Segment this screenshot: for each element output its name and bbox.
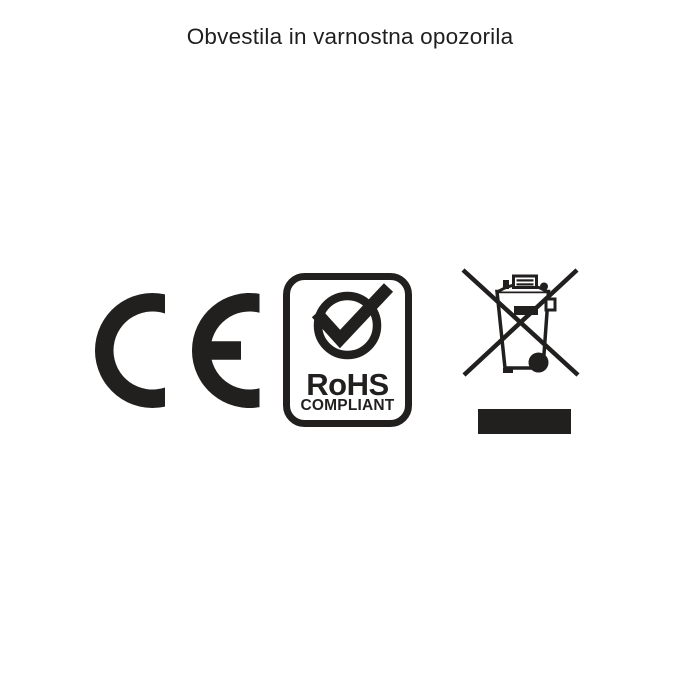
- bin-handle: [514, 276, 537, 288]
- crossed-out-bin-icon: [463, 270, 578, 375]
- bin-wheel: [529, 353, 549, 373]
- ce-mark-svg: [92, 291, 260, 410]
- rohs-subtitle: COMPLIANT: [300, 397, 395, 414]
- rohs-title: RoHS: [306, 367, 389, 402]
- bin-handle-vent: [517, 283, 534, 285]
- bin-foot: [503, 368, 513, 373]
- weee-ground-bar: [478, 409, 571, 434]
- weee-symbol-svg: [458, 260, 583, 440]
- rohs-badge-svg: [283, 273, 412, 427]
- weee-symbol: [458, 260, 583, 440]
- bin-side-tab: [546, 299, 555, 310]
- ce-letter-e-bar: [209, 341, 242, 360]
- rohs-badge: [283, 273, 412, 427]
- page-title: Obvestila in varnostna opozorila: [186, 24, 514, 49]
- bin-hinge-dot: [540, 283, 548, 291]
- bin-handle-vent: [517, 279, 534, 281]
- bin-left-knob: [503, 280, 509, 289]
- ce-mark-icon: [92, 291, 260, 410]
- ce-letter-c: [95, 293, 165, 408]
